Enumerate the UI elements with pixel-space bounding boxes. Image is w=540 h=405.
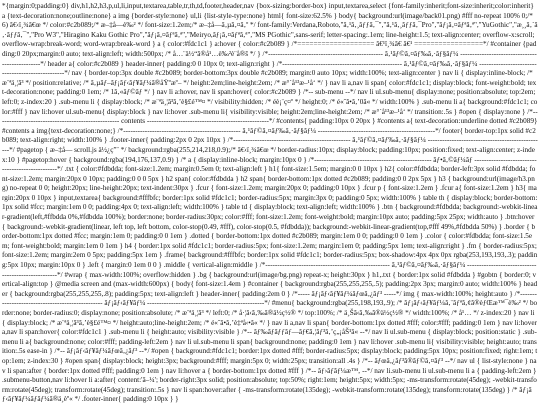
raw-stylesheet-text: *{margin:0;padding:0} div,h1,h2,h3,p,ul,li,input,textarea,table,tr,th,td,footer,header,nav {box-sizing:border-box} input,textarea,select {font-family:inherit;font-size:inherit;color:inherit} a {text-decoration:none;outline:none} a img {border-style:none} ul,li {list-style-type:none} html{ font-size:62.5% } body{ background:url(image/back01.png) #fff no-repeat 100% 0;/* 6) â€‹ï¸¾â€œ */ color:#c2b089;/* æ–‡å—è‰² */ font-size:1.2em;/* æ–‡å—ã‚µã‚¤ã‚º */ font-family:Verdana,Roboto,"ã‚¹ã‚¸ãƒƒã‚¯","ã‚¹ã‚¸ãƒƒã‚¯Pro","ãƒ¡ã‚¤ãƒªã‚ª","YuGothic","æ¸¸ã‚´ã‚·ãƒƒã‚¯","Pro W3","Hiragino Kaku Gothic Pro","ãƒ¡ã‚¤ãƒªã‚ª","Meiryo,ãƒ¡ã‚¤ãƒªã‚ª","MS PGothic",sans-serif; letter-spacing:.1em; line-height:1.5; text-align:center; overflow-x:scroll; overflow-wrap:break-word; word-wrap:break-word } a { color:#fdc1c1 } a:hover { color:#c2b089 } /*=================== â€¹ï¸¾â€ â€¹ =================*/ #container {padding:0 20px;margin:0 auto; text-align:left; width:500px; /* å…¨ä½“ã®å¹…è‰²è¨å®š */ } /*------------------------------------------------ ã‚¹ãƒ©ã‚¤ãƒ‰ã‚·ãƒ§ãƒ¼ ------------------------------------------------*/ header a{ color:#c2b089 } header-inner{ padding:0 0 10px 0; text-align:right } /*-------------------------------------------------- ã‚¹ãƒ©ã‚¤ãƒ‰ã‚·ãƒ§ãƒ¼ --------------------------------------------------*/ nav { border-top:3px double #c2b089; border-bottom:3px double #c2b089; margin:0 auto 10px; width:100%; text-align:center } nav li { display:inline-block; /* æ¨ªä¸¦ã³ */ position:relative; /* ã‚µãƒ–ãƒ¡ãƒ‹ãƒ¥ãƒ¼ã®åŸºæº– */ height:2em;line-height:2em; /* æ°´å¹³æ–¹å‘ */ } nav li a,nav li span{ color:#fdc1c1; display:block; font-weight:bold; text-decoration:none; padding:0 1em; /* 1ã‚«ãƒ©ãƒ */ } nav li a:hover, nav li span:hover{ color:#c2b089 } /*-- sub-menu --*/ nav li ul.sub-menu{ display:none; position:absolute; top:2em; left:0; z-index:20 } .sub-menu li { display:block; /* æ¨ªä¸¦ã³ã‚’è§£é™¤ */ visibility:hidden; /* éè¡¨ç¤º */ height:0; /* é«˜ã•ã‚’0ã« */ width:100% } .sub-menu li a{ background:#fdc1c1; color:#fff } nav li:hover ul.sub-menu{ display:block } nav li:hover .sub-menu li{ visibility:visible; height:2em;line-height:2em; /* æ°´å¹³æ–¹å‘ */ transition:.5s } #open { display:none } /*--------------------------------------------------- contents ---------------------------------------------------*/ #contents{ padding:10px 0 20px } #contents a{ text-decoration:underline dotted #c2b089} #contents a img{text-decoration:none;} /*------------------------------------------------- ã‚¹ãƒ©ã‚¤ãƒ‰ã‚·ãƒ§ãƒ¼ -------------------------------------------------*/ footer{ border-top:1px solid #c2b089; text-align:right; width:100% } .footer-inner{ padding:2px 0 2px 10px } /*------------------------------------------------- ã‚¹ãƒ©ã‚¤ãƒ‰ã‚·ãƒ§ãƒ¼ -------------------------------------------------*/ #pagetop { æ–‡å— scroll.js ä½¿ç”¨ */ background:rgba(255,214,218,0.9);/* â€‹ï¸¾â€œ */ border-radius:10px; display:block; padding:10px; position:fixed; text-align:center; z-index:10 } #pagetop:hover { background:rgba(194,176,137,0.9) } /* a { display:inline-block; margin:10px 0 } /*------------------------------------------------- ãƒ•ã‚©ãƒ¼ãƒ -------------------------------------------------*/ .txt { color:#fdbdda; font-size:1.2em; margin:0.5em 0; text-align:left } h1{ font-size:1.5em; margin:0 0 10px } h2{ color:#fdbdda; border-left:3px solid #fdbdda; font-size:1.2em; margin:20px 0 10px; padding:0 0 0 5px } h2 span{ color:#fdbdda } h2 span{ border-bottom:1px dotted #c2b089; padding:0 0 2px 5px } h3 { background:url(image/h3.png) no-repeat 0 0; height:20px; line-height:20px; text-indent:30px } .fcur { font-size:1.2em; margin:20px 0; padding:0 10px } .fcur p { font-size:1.2em } .fcur a{ font-size:1.2em } h3{ margin:20px 0 10px } input,textarea{ background:#fffbfc; border:1px solid #fdc1c1; border-radius:5px; margin:3px 0; padding:0 5px; width:100% } table th { display:block; border-bottom:1px solid #fcc; margin:1em 0 0; padding:4px 0; text-align:left; width:100% } table td { display:block; text-align:left; width:100% } .btn { background:#fdbdda; background:-webkit-linear-gradient(left,#ffbdda 0%,#fdbdda 100%); border:none; border-radius:30px; color:#fff; font-size:1.2em; font-weight:bold; margin:10px auto; padding:5px 25px; width:auto } .btn:hover { background:-webkit-gradient(linear, left top, left bottom, color-stop(0.49, #fff), color-stop(0.5, #fdbdda)); background:-webkit-linear-gradient(top,#fff 49%,#fdbdda 50%) } .border { border-bottom:1px dotted #fcc; margin:1em 0; padding:0 0 1em } .dotted { border-bottom:1px dotted #c2b089; margin:1em 0 0; padding:0 0 1em } .color { color:#fdbdda; font-size:1.5em; font-weight:bold; margin:1em 0 1em } h4 { border:1px solid #fdc1c1; border-radius:5px; font-size:1.2em; margin:1em 0; padding:5px 1em; text-align:right } .fm { border-radius:5px; font-size:1.2em; margin:2em 0 5px; padding:5px 1em } .frame{ background:#fffbfc; border:1px solid #fdc1c1; border-radius:5px; box-shadow:4px 4px 0px rgba(253,193,193,.3); padding:5px 10px; margin:10px 0 } .left { margin:0 1em 0 0 } .middle { vertical-align:middle } /*---------------------------------------------------- ã‚¹ãƒ©ã‚¤ãƒ‰ã‚·ãƒ§ãƒ¼ ----------------------------------------------------*/ #wrap { max-width:100%; overflow:hidden } .bg { background:url(image/bg.png) repeat-x; height:30px } h1,.txt { border:1px solid #fdbdda } #gobtn { border:0; vertical-align:top } @media screen and (max-width:600px) { body{ font-size:1.4em } #container { background:rgba(255,255,255,.5); padding:2px 3px; margin:0 auto; width:100% } header { background:rgba(255,255,255,.8); padding:5px; text-align:left } header-inner{ padding:2em 0 } /*----- ãƒ¡ãƒ‹ãƒ¥ãƒ¼ãƒœã‚¿ãƒ³ -----*/ img { max-width:100%; height:auto } /*------------------------------------------------- ãƒ¡ãƒ‹ãƒ¥ãƒ¼ -------------------------------------------------*/ #menu{ background:rgba(255,198,193,.9); /* ãƒ¡ãƒ‹ãƒ¥ãƒ¼ã‚¨ãƒªã‚¢ã®èƒŒæ™¯è‰² */ border:none; border-radius:0; display:none; position:absolute; /* æ¨ªä¸¦ã³ */ left:0; /* å·¦ã‹ã‚‰ã®ä½ç½® */ top:100%; /* ä¸Šã‹ã‚‰ã®ä½ç½® */ width:100%; /* å¹… */ z-index:20 } nav li { display:block; /* æ¨ªä¸¦ã³ã‚’è§£é™¤ */ height:auto;line-height:2em; /* é«˜ã•ã‚’è‡ªå‹•ã« */ } nav li a,nav li span{ border-bottom:1px dotted #fff; color:#fff; padding:0 1em } nav li:hover a,nav li span:hover{ color:#fdc1c1 } .sub-menu li { height:auto; visibility:visible } /*-- ãƒ‰ãƒãƒƒãƒ—ãƒ€ã‚¦ãƒ³ã‚’ç„¡åŠ¹ã« --*/ nav li ul.sub-menu { display:block; position:static } .sub-menu li a{ background:none; color:#fff; padding-left:2em } nav li ul.sub-menu li span{ background:none; padding:0 1em } nav li:hover .sub-menu li{ visibility:visible; height:auto; transition:.5s ease-in } /*-- ãƒ¡ãƒ‹ãƒ¥ãƒ¼ãƒœã‚¿ãƒ³ --*/ #open { background:#fdc1c1; border:1px dotted #fff; border-radius:5px; display:block; padding:5px 10px; position:fixed; right:1em; top:1em; z-index:30 } #open span{ display:block; height:3px; background:#fff; margin:5px 0; width:25px; transition:all .4s } /*-- ãƒœã‚¿ãƒ³ã®ãƒ©ã‚¤ãƒ³ --*/ nav ul { list-style:none } nav li span:after { border:1px dotted #fff; padding:0 1em } nav li:hover a { border-bottom:1px dotted #fff } /*-- ãƒ›ãƒãƒ¼æ™‚ --*/ nav li.sub-menu li ul.sub-menu li a { padding-left:2em } .submenu-button,nav li:hover li a:after{ content:'â–¼'; border-right:3px solid; position:absolute; top:50%; right:1em; height:5px; width:5px; -ms-transform:rotate(45deg); -webkit-transform:rotate(45deg); transform:rotate(45deg); transition:.5s } nav li span:hover:after { -ms-transform:rotate(135deg); -webkit-transform:rotate(135deg); transform:rotate(135deg) } /* ãƒ¡ãƒ‹ãƒ¥ãƒ¼ãƒãƒ¼ã®ä¸èº« */ .footer-inner{ padding:0 10px } } xyxy=(2,2,538,404)
